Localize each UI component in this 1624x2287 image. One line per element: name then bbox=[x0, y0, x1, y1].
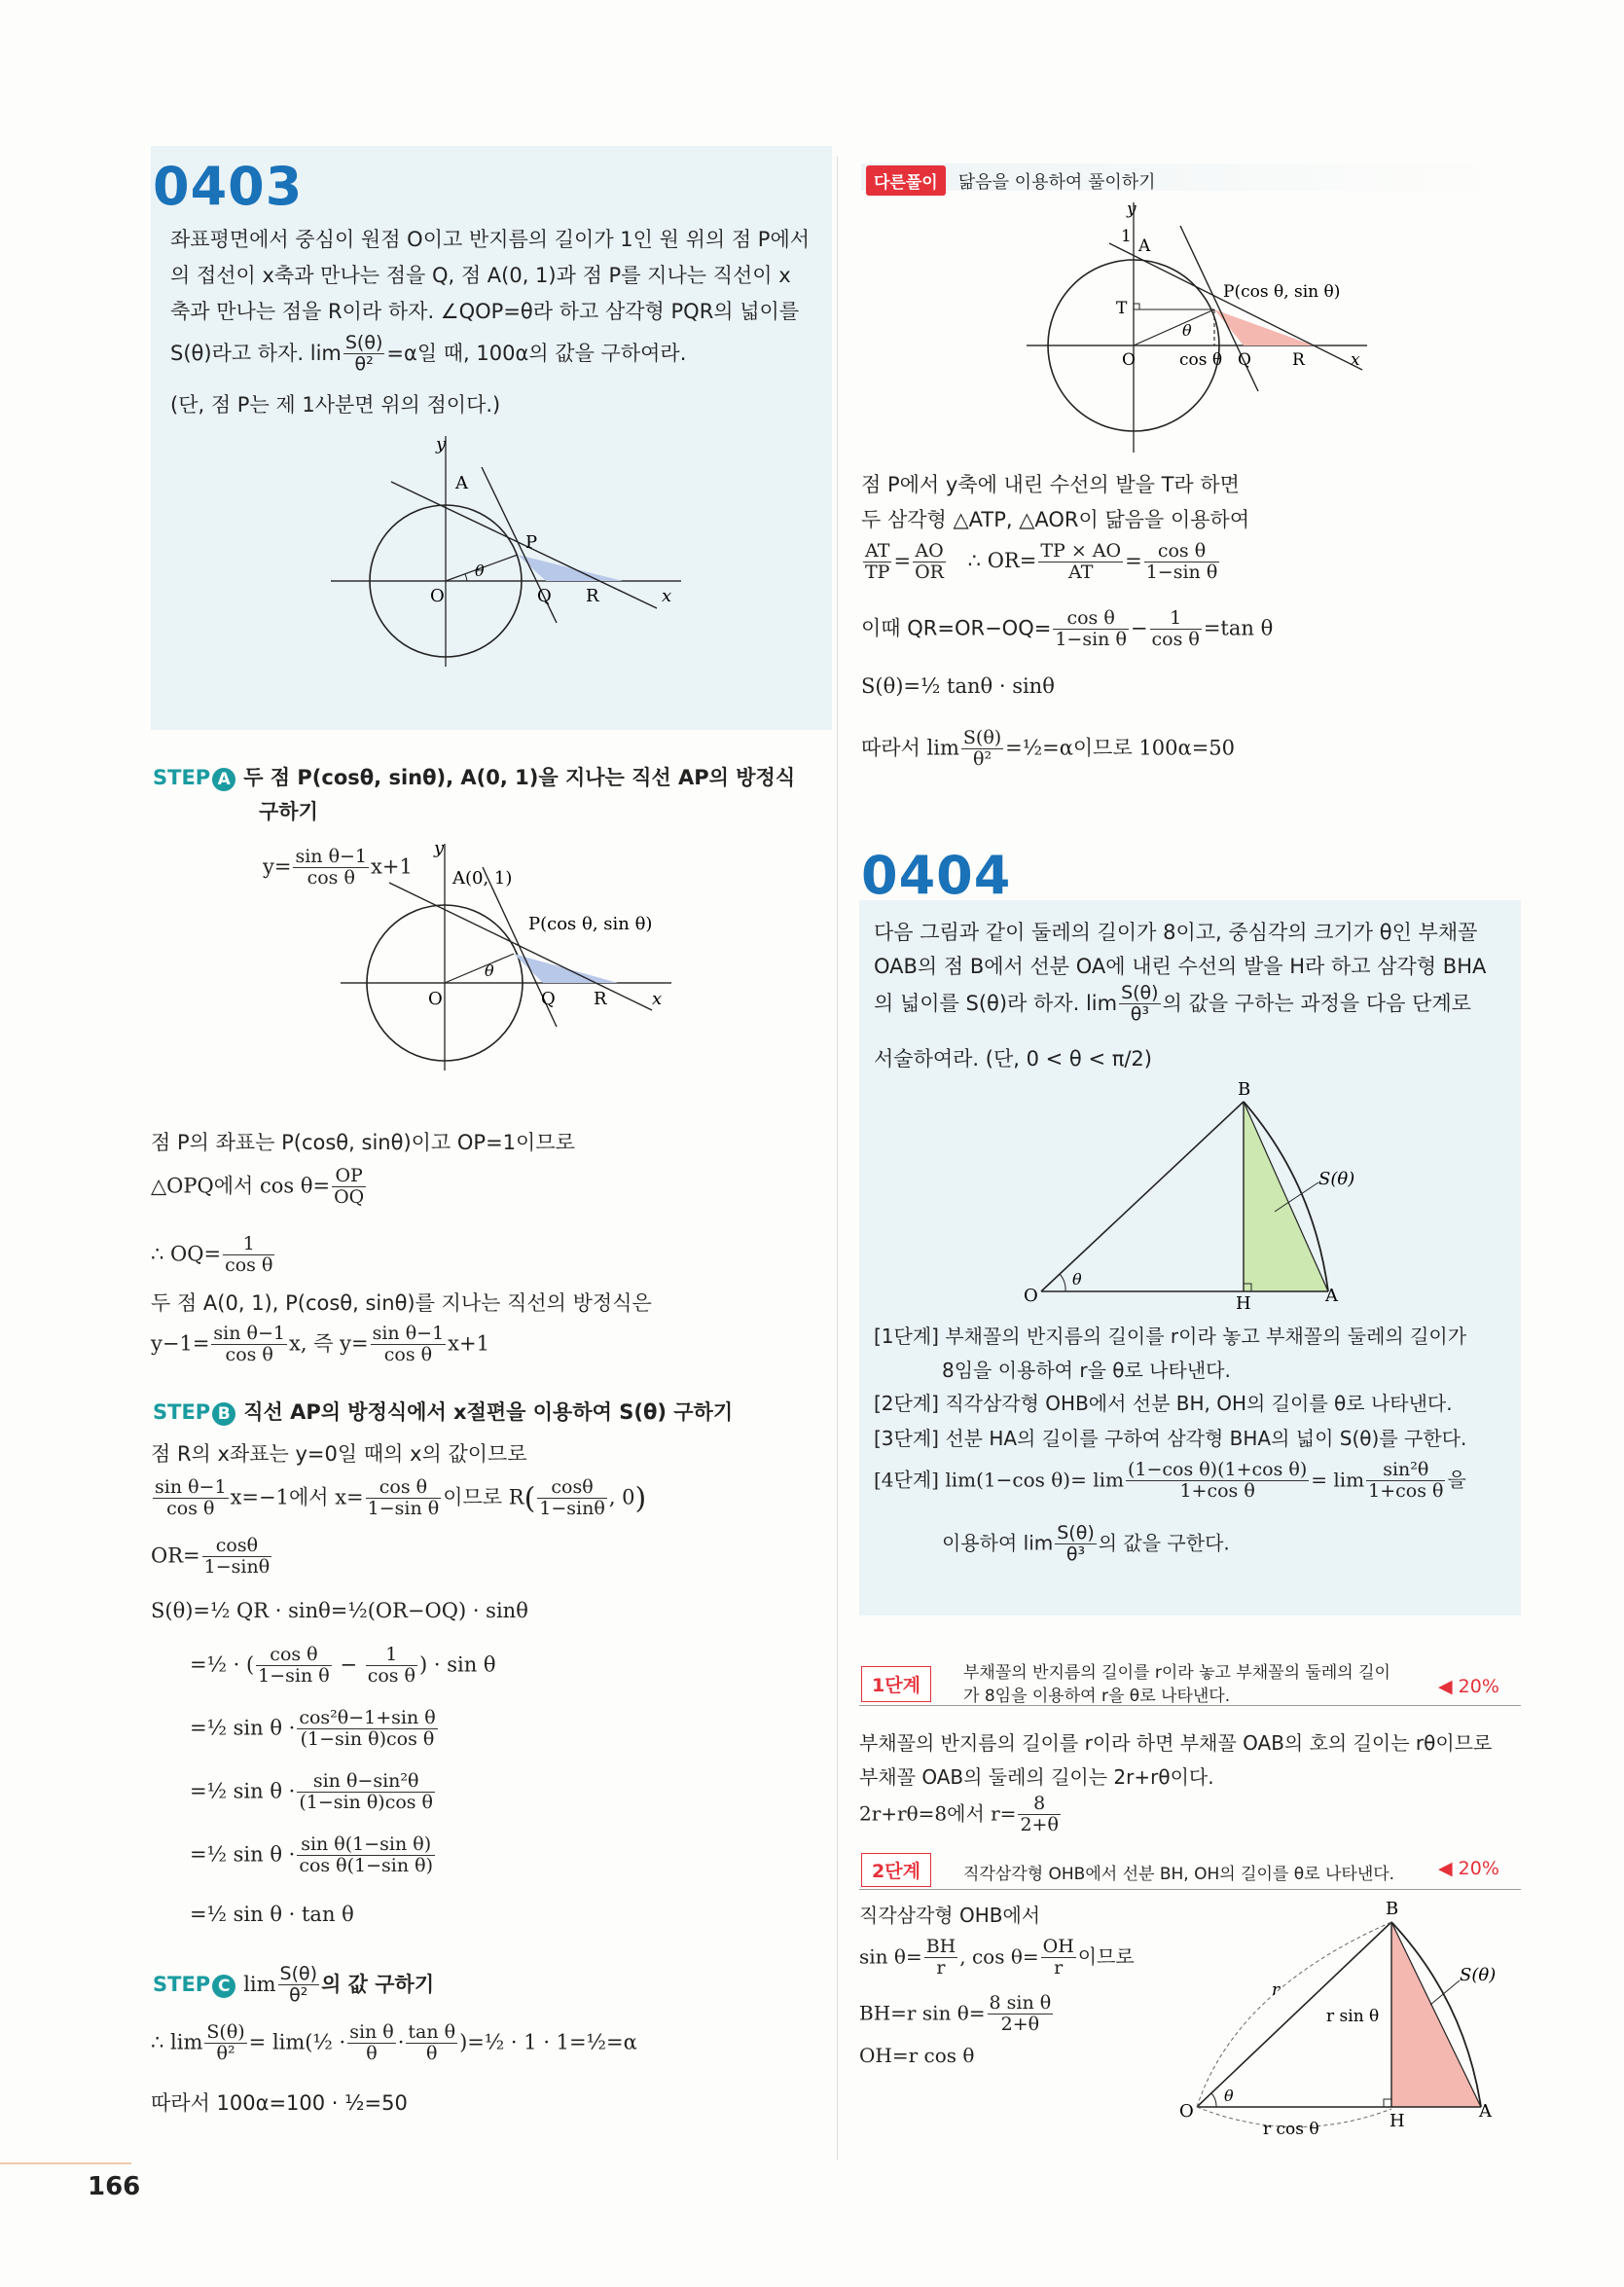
problem-number-0403: 0403 bbox=[153, 156, 304, 217]
g2-fig-rsin: r sin θ bbox=[1326, 2007, 1380, 2026]
fig-a-a: A(0, 1) bbox=[452, 868, 513, 889]
text: y−1= bbox=[151, 1331, 210, 1356]
frac-num: S(θ) bbox=[344, 332, 383, 353]
g1-line-1: 부채꼴의 반지름의 길이를 r이라 하면 부채꼴 OAB의 호의 길이는 rθ이므로 bbox=[859, 1731, 1493, 1755]
frac bbox=[863, 541, 891, 584]
text: ) · sin θ bbox=[419, 1652, 496, 1677]
frac-num: 1 bbox=[223, 1234, 274, 1255]
g2-fig-s: S(θ) bbox=[1460, 1965, 1497, 1985]
p404-step-1b: 8임을 이용하여 r을 θ로 나타낸다. bbox=[942, 1359, 1231, 1382]
text: =½ · ( bbox=[190, 1652, 255, 1677]
text: =½ sin θ · bbox=[190, 1716, 296, 1740]
frac-den: θ² bbox=[216, 2043, 235, 2065]
frac-den: θ² bbox=[289, 1984, 308, 2007]
alt-fig-a: A bbox=[1138, 236, 1151, 256]
step-c-title: 의 값 구하기 bbox=[321, 1972, 435, 1996]
frac-den: cos θ bbox=[383, 1344, 433, 1366]
frac-den: θ³ bbox=[1065, 1543, 1086, 1566]
frac bbox=[256, 1645, 332, 1688]
alt-fig-r: R bbox=[1292, 350, 1305, 370]
text: 의 값을 구한다. bbox=[1098, 1531, 1230, 1555]
step-label: STEP bbox=[153, 766, 211, 789]
text: ∴ OQ= bbox=[151, 1242, 222, 1266]
frac-num: sin θ(1−sin θ) bbox=[297, 1834, 435, 1856]
p403-q4-frac bbox=[343, 333, 385, 376]
p403-q3: 축과 만나는 점을 R이라 하자. ∠QOP=θ라 하고 삼각형 PQR의 넓이를 bbox=[170, 300, 800, 323]
frac bbox=[1144, 541, 1220, 584]
frac bbox=[371, 1324, 447, 1366]
column-divider bbox=[837, 156, 838, 2160]
frac-num: OH bbox=[1042, 1936, 1074, 1957]
g2-fig-a: A bbox=[1479, 2101, 1492, 2122]
g1-line-3 bbox=[859, 1794, 1063, 1836]
fig-label-theta: θ bbox=[475, 562, 485, 580]
fig-a-o: O bbox=[428, 989, 443, 1009]
alt-header-row bbox=[866, 165, 1156, 196]
c-line-2: 따라서 100α=100 · ½=50 bbox=[151, 2091, 408, 2115]
frac bbox=[924, 1937, 958, 1979]
frac-num: S(θ) bbox=[279, 1963, 318, 1984]
p404-q3 bbox=[874, 983, 1471, 1026]
a-line-3 bbox=[151, 1234, 276, 1277]
figure-0404 bbox=[1012, 1075, 1362, 1309]
frac-den: θ³ bbox=[1130, 1003, 1149, 1026]
p404-fig-o: O bbox=[1024, 1286, 1038, 1306]
frac-num: cosθ bbox=[537, 1477, 607, 1499]
frac-num: 8 sin θ bbox=[989, 1992, 1052, 2014]
step-letter-c: C bbox=[212, 1975, 235, 1998]
frac bbox=[1119, 983, 1161, 1026]
grading-2-tag: 2단계 bbox=[861, 1853, 931, 1887]
eq-lhs: y= bbox=[263, 854, 292, 879]
frac-den: cos θ bbox=[367, 1665, 415, 1688]
alt-line-5: S(θ)=½ tanθ · sinθ bbox=[861, 674, 1055, 698]
g2-fig-r: r bbox=[1272, 1980, 1281, 2000]
a-line-2 bbox=[151, 1166, 368, 1209]
frac-den: (1−sin θ)cos θ bbox=[299, 1792, 433, 1814]
frac-den: (1−sin θ)cos θ bbox=[300, 1728, 435, 1751]
frac-num: S(θ) bbox=[962, 727, 1002, 748]
b-line-1: 점 R의 x좌표는 y=0일 때의 x의 값이므로 bbox=[151, 1442, 527, 1466]
g2-fig-b: B bbox=[1386, 1899, 1399, 1919]
step-c-heading: STEP C lim $\frac{S(\theta)}{\text{θ²}}$ 의 값 구하기 bbox=[153, 1963, 435, 2007]
p404-q2: OAB의 점 B에서 선분 OA에 내린 수선의 발을 H라 하고 삼각형 BHA bbox=[874, 955, 1487, 978]
alt-fig-y: y bbox=[1127, 200, 1137, 219]
g2-fig-h: H bbox=[1389, 2111, 1405, 2131]
p404-fig-theta: θ bbox=[1072, 1270, 1082, 1289]
frac-num: sin θ−1 bbox=[155, 1476, 227, 1498]
frac bbox=[366, 1477, 442, 1520]
step-letter-b: B bbox=[212, 1402, 235, 1426]
b-line-2: $\frac{\text{sin θ−1}}{\text{cos θ}}$ x=−1에서 x= $\frac{\text{cos θ}}{\text{1−sin θ}}$ 이므로 R( $\frac{\cos\theta}{1-\sin\theta}$ , 0) bbox=[155, 1476, 647, 1520]
frac-den: 1+cos θ bbox=[1368, 1480, 1444, 1503]
text: =tan θ bbox=[1203, 616, 1274, 640]
g2-line-2 bbox=[859, 1937, 1135, 1979]
alt-line-3: $\frac{AT}{TP}$ = $\frac{AO}{OR}$ ∴ OR= $\frac{TP \times AO}{AT}$ = $\frac{\text{cos θ}}{\text{1−sin θ}}$ bbox=[865, 540, 1218, 584]
frac bbox=[988, 1993, 1054, 2036]
frac-den: 1+cos θ bbox=[1179, 1480, 1255, 1503]
text: =½=α이므로 100α=50 bbox=[1005, 736, 1236, 760]
step-label: STEP bbox=[153, 1972, 211, 1996]
frac-den: cos θ bbox=[307, 867, 355, 889]
frac bbox=[297, 1771, 435, 1814]
text: [4단계] lim(1−cos θ)= lim bbox=[874, 1468, 1124, 1492]
frac bbox=[332, 1166, 366, 1209]
p404-step-4 bbox=[874, 1460, 1466, 1503]
frac-den: 2+θ bbox=[1000, 2014, 1040, 2036]
g2-fig-theta: θ bbox=[1224, 2087, 1234, 2105]
alt-line-2: 두 삼각형 △ATP, △AOR이 닮음을 이용하여 bbox=[861, 508, 1250, 531]
alt-fig-theta: θ bbox=[1182, 321, 1192, 340]
alt-line-4: 이때 QR=OR−OQ= $\frac{\text{cos θ}}{\text{1−sin θ}}$ − $\frac{1}{\text{cos θ}}$ =tan θ bbox=[861, 607, 1274, 651]
frac-num: cos θ bbox=[1053, 608, 1129, 630]
frac bbox=[913, 541, 946, 584]
frac-num: AT bbox=[863, 541, 891, 563]
text: x+1 bbox=[448, 1331, 489, 1356]
problem-number-0404: 0404 bbox=[861, 845, 1012, 906]
p404-step-2: [2단계] 직각삼각형 OHB에서 선분 BH, OH의 길이를 θ로 나타낸다. bbox=[874, 1392, 1453, 1415]
triangle-pqr bbox=[518, 555, 623, 581]
frac-num: 8 bbox=[1018, 1794, 1060, 1815]
p404-fig-s: S(θ) bbox=[1318, 1169, 1355, 1189]
text: 의 값을 구하는 과정을 다음 단계로 bbox=[1162, 991, 1471, 1015]
text: 을 bbox=[1447, 1468, 1466, 1492]
text: x=−1에서 x= bbox=[230, 1485, 364, 1509]
frac-num: cos θ bbox=[256, 1645, 332, 1666]
text: 이때 QR=OR−OQ= bbox=[861, 616, 1052, 640]
grading-2-text: 직각삼각형 OHB에서 선분 BH, OH의 길이를 θ로 나타낸다. bbox=[963, 1865, 1395, 1884]
frac-den: 1−sin θ bbox=[1055, 629, 1127, 651]
alt-fig-x: x bbox=[1351, 350, 1360, 370]
text: 이므로 bbox=[1077, 1944, 1135, 1969]
eq-rhs: x+1 bbox=[371, 854, 413, 879]
text: ∴ OR= bbox=[967, 549, 1037, 573]
text: 이므로 R bbox=[443, 1485, 524, 1509]
frac bbox=[1053, 608, 1129, 651]
frac-den: 1−sin θ bbox=[1145, 562, 1218, 584]
p404-step-4b bbox=[942, 1523, 1230, 1566]
g2-fig-o: O bbox=[1179, 2101, 1194, 2122]
frac-num: sin θ−1 bbox=[213, 1323, 285, 1344]
frac-num: BH bbox=[925, 1936, 956, 1957]
frac-num: (1−cos θ)(1+cos θ) bbox=[1127, 1459, 1308, 1480]
fig-a-theta: θ bbox=[485, 962, 494, 980]
alt-fig-t: T bbox=[1116, 299, 1128, 318]
frac-num: 1 bbox=[366, 1645, 417, 1666]
alt-badge: 다른풀이 bbox=[866, 165, 946, 196]
text: )=½ · 1 · 1=½=α bbox=[459, 2030, 637, 2054]
g1-line-2: 부채꼴 OAB의 둘레의 길이는 2r+rθ이다. bbox=[859, 1765, 1214, 1789]
grading-1-pct: ◀ 20% bbox=[1438, 1676, 1499, 1697]
text: 이용하여 lim bbox=[942, 1531, 1054, 1555]
fig-label-r: R bbox=[586, 586, 599, 606]
frac-den: θ bbox=[366, 2043, 378, 2065]
frac-num: 1 bbox=[1150, 608, 1202, 630]
frac-num: cosθ bbox=[202, 1536, 272, 1557]
frac-den: r bbox=[936, 1957, 946, 1979]
c-line-1: ∴ lim $\frac{S(\theta)}{\text{θ²}}$ = lim(½ · $\frac{\text{sin θ}}{\theta}$ · $\frac{\text{tan θ}}{\theta}$ )=½ · 1 · 1=½=α bbox=[151, 2021, 637, 2065]
frac-num: S(θ) bbox=[1121, 982, 1159, 1003]
frac-den: AT bbox=[1068, 562, 1094, 584]
frac-den: cos θ bbox=[1151, 629, 1200, 651]
frac-den: cos θ bbox=[225, 1344, 273, 1366]
p403-q5: (단, 점 P는 제 1사분면 위의 점이다.) bbox=[170, 393, 501, 417]
frac bbox=[1126, 1460, 1309, 1503]
frac-num: sin θ−1 bbox=[372, 1323, 445, 1344]
frac bbox=[537, 1477, 607, 1520]
text: = lim(½ · bbox=[248, 2030, 346, 2054]
b-line-5: =½ · ( $\frac{\text{cos θ}}{\text{1−sin θ}}$ − $\frac{1}{\text{cos θ}}$ ) · sin θ bbox=[190, 1644, 496, 1688]
p404-step-3: [3단계] 선분 HA의 길이를 구하여 삼각형 BHA의 넓이 S(θ)를 구한다. bbox=[874, 1427, 1467, 1450]
frac-num: OP bbox=[332, 1166, 366, 1187]
page-number-rule bbox=[0, 2162, 131, 2164]
fig-label-o: O bbox=[430, 586, 445, 606]
p403-q4 bbox=[170, 333, 686, 376]
frac-num: sin θ−sin²θ bbox=[297, 1771, 435, 1793]
b-line-3 bbox=[151, 1536, 273, 1579]
a-line-1: 점 P의 좌표는 P(cosθ, sinθ)이고 OP=1이므로 bbox=[151, 1131, 575, 1154]
fig-label-q: Q bbox=[537, 586, 552, 606]
frac-den: θ² bbox=[973, 748, 992, 771]
frac-num: sin θ−1 bbox=[295, 846, 368, 867]
frac-num: S(θ) bbox=[1057, 1522, 1095, 1543]
frac-den: cos θ bbox=[225, 1254, 273, 1277]
p403-q2: 의 접선이 x축과 만나는 점을 Q, 점 A(0, 1)과 점 P를 지나는 직선이 x bbox=[170, 264, 791, 287]
step-letter-a: A bbox=[212, 768, 235, 791]
frac bbox=[278, 1964, 320, 2007]
frac bbox=[1018, 1794, 1060, 1836]
figure-grading-2 bbox=[1168, 1893, 1518, 2136]
eq-frac bbox=[293, 847, 369, 889]
alt-fig-o: O bbox=[1122, 350, 1136, 370]
frac bbox=[1055, 1523, 1097, 1566]
frac-den: 2+θ bbox=[1020, 1814, 1059, 1836]
text: = lim bbox=[1311, 1468, 1365, 1492]
frac bbox=[204, 2022, 246, 2065]
p404-q4: 서술하여라. (단, 0 < θ < π/2) bbox=[874, 1047, 1152, 1071]
alt-line-1: 점 P에서 y축에 내린 수선의 발을 T라 하면 bbox=[861, 473, 1240, 496]
fig-a-p: P(cos θ, sin θ) bbox=[528, 914, 653, 934]
p403-q4-a: S(θ)라고 하자. lim bbox=[170, 341, 342, 365]
b-line-6 bbox=[190, 1708, 440, 1751]
frac-num: sin θ bbox=[349, 2021, 394, 2043]
frac bbox=[297, 1708, 437, 1751]
text: sin θ= bbox=[859, 1944, 922, 1969]
frac bbox=[202, 1536, 272, 1579]
frac-num: cos θ bbox=[366, 1477, 442, 1499]
fig-a-q: Q bbox=[541, 989, 556, 1009]
fig-a-x: x bbox=[652, 989, 663, 1009]
frac-num: cos²θ−1+sin θ bbox=[299, 1707, 436, 1728]
fig-label-y: y bbox=[436, 434, 447, 454]
frac bbox=[406, 2022, 457, 2065]
text: BH=r sin θ= bbox=[859, 2001, 986, 2025]
frac-num: tan θ bbox=[408, 2021, 456, 2043]
fig-a-equation bbox=[263, 847, 413, 889]
frac bbox=[1038, 541, 1123, 584]
frac-den: OR bbox=[915, 562, 944, 584]
b-line-4: S(θ)=½ QR · sinθ=½(OR−OQ) · sinθ bbox=[151, 1599, 528, 1622]
fig-a-y: y bbox=[434, 838, 445, 858]
frac-num: sin²θ bbox=[1366, 1460, 1445, 1481]
frac bbox=[366, 1645, 417, 1688]
b-line-7 bbox=[190, 1771, 437, 1814]
frac bbox=[1041, 1937, 1076, 1979]
frac-den: 1−sin θ bbox=[258, 1665, 330, 1688]
text: △OPQ에서 cos θ= bbox=[151, 1174, 331, 1198]
b-line-9: =½ sin θ · tan θ bbox=[190, 1903, 354, 1926]
alt-title: 닮음을 이용하여 풀이하기 bbox=[957, 172, 1156, 193]
fig-a-r: R bbox=[594, 989, 607, 1009]
frac bbox=[223, 1234, 274, 1277]
text: OR= bbox=[151, 1543, 200, 1568]
frac bbox=[153, 1477, 229, 1520]
fig-label-p: P bbox=[525, 532, 538, 553]
figure-alt bbox=[1022, 195, 1372, 457]
fig-label-a: A bbox=[455, 473, 468, 493]
frac-den: cos θ bbox=[166, 1498, 215, 1520]
frac-den: 1−sinθ bbox=[203, 1556, 271, 1579]
text: , cos θ= bbox=[959, 1944, 1039, 1969]
grading-2-pct: ◀ 20% bbox=[1438, 1858, 1499, 1879]
text: 의 넓이를 S(θ)라 하자. lim bbox=[874, 991, 1118, 1015]
p404-fig-h: H bbox=[1236, 1293, 1251, 1309]
text: 따라서 lim bbox=[861, 736, 959, 760]
g2-line-4: OH=r cos θ bbox=[859, 2044, 975, 2067]
grading-1-text-1: 부채꼴의 반지름의 길이를 r이라 놓고 부채꼴의 둘레의 길이 bbox=[963, 1663, 1390, 1683]
frac-num: TP × AO bbox=[1040, 540, 1122, 562]
text: =½ sin θ · bbox=[190, 1842, 296, 1867]
alt-fig-1: 1 bbox=[1121, 227, 1132, 246]
frac bbox=[1150, 608, 1202, 651]
frac-den: 1−sin θ bbox=[367, 1498, 440, 1520]
frac-num: cos θ bbox=[1144, 541, 1220, 563]
step-label: STEP bbox=[153, 1400, 211, 1424]
step-a-title-2: 구하기 bbox=[259, 800, 318, 823]
step-b-heading bbox=[153, 1397, 733, 1426]
frac bbox=[347, 2022, 396, 2065]
frac-den: r bbox=[1054, 1957, 1064, 1979]
fig-label-x: x bbox=[662, 586, 672, 606]
alt-fig-p: P(cos θ, sin θ) bbox=[1223, 282, 1341, 302]
frac bbox=[961, 728, 1003, 771]
frac-num: S(θ) bbox=[206, 2021, 245, 2043]
grading-1-text-2: 가 8임을 이용하여 r을 θ로 나타낸다. bbox=[963, 1687, 1231, 1706]
p404-step-1: [1단계] 부채꼴의 반지름의 길이를 r이라 놓고 부채꼴의 둘레의 길이가 bbox=[874, 1325, 1467, 1348]
g2-line-3 bbox=[859, 1993, 1055, 2036]
frac-den: OQ bbox=[334, 1186, 365, 1209]
p403-q1: 좌표평면에서 중심이 원점 O이고 반지름의 길이가 1인 원 위의 점 P에서 bbox=[170, 228, 811, 251]
g2-line-1: 직각삼각형 OHB에서 bbox=[859, 1904, 1041, 1927]
frac bbox=[211, 1324, 287, 1366]
grading-1-tag: 1단계 bbox=[861, 1666, 931, 1702]
frac-den: θ bbox=[426, 2043, 438, 2065]
frac bbox=[297, 1834, 435, 1877]
text: , 0 bbox=[608, 1485, 635, 1509]
frac-den: θ² bbox=[354, 353, 374, 376]
frac-den: TP bbox=[865, 562, 890, 584]
frac-num: AO bbox=[913, 541, 946, 563]
text: =½ sin θ · bbox=[190, 1779, 296, 1803]
alt-fig-cos: cos θ bbox=[1179, 350, 1223, 370]
alt-fig-q: Q bbox=[1238, 350, 1251, 370]
text: 2r+rθ=8에서 r= bbox=[859, 1801, 1017, 1826]
step-a-title: 두 점 P(cosθ, sinθ), A(0, 1)을 지나는 직선 AP의 방정식 bbox=[243, 766, 796, 789]
step-b-title: 직선 AP의 방정식에서 x절편을 이용하여 S(θ) 구하기 bbox=[243, 1400, 734, 1424]
page-number: 166 bbox=[88, 2172, 141, 2201]
a-line-5 bbox=[151, 1324, 489, 1366]
text: x, 즉 y= bbox=[288, 1331, 369, 1356]
g2-fig-rcos: r cos θ bbox=[1263, 2120, 1319, 2136]
figure-0403 bbox=[321, 428, 691, 672]
frac bbox=[1366, 1460, 1445, 1503]
b-line-8 bbox=[190, 1834, 437, 1877]
step-a-heading bbox=[153, 762, 795, 791]
alt-line-6 bbox=[861, 728, 1235, 771]
text: ∴ lim bbox=[151, 2030, 203, 2054]
p404-fig-a: A bbox=[1325, 1286, 1338, 1306]
p403-q4-b: =α일 때, 100α의 값을 구하여라. bbox=[386, 341, 687, 365]
frac-den: cos θ(1−sin θ) bbox=[299, 1855, 433, 1877]
p404-q1: 다음 그림과 같이 둘레의 길이가 8이고, 중심각의 크기가 θ인 부채꼴 bbox=[874, 921, 1478, 944]
frac-den: 1−sinθ bbox=[539, 1498, 605, 1520]
a-line-4: 두 점 A(0, 1), P(cosθ, sinθ)를 지나는 직선의 방정식은 bbox=[151, 1291, 652, 1315]
p404-fig-b: B bbox=[1238, 1079, 1251, 1100]
